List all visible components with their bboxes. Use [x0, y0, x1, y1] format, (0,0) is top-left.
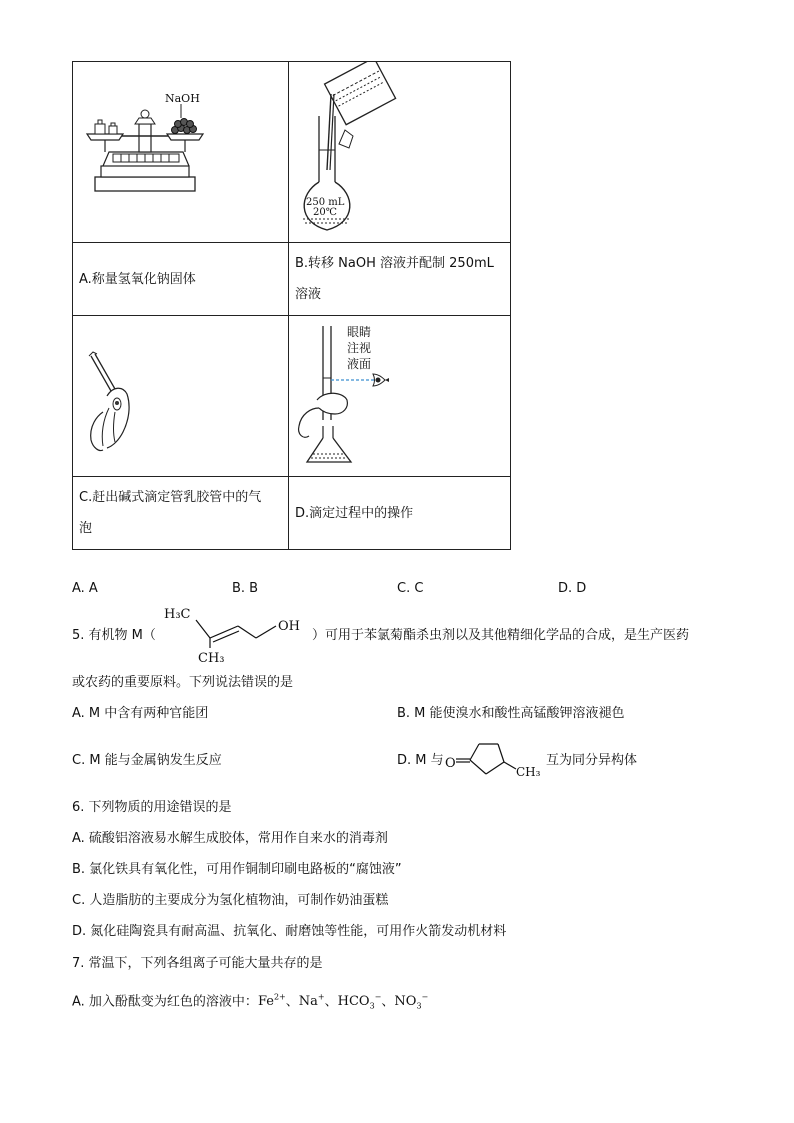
q5-option-c[interactable]: C. M 能与金属钠发生反应: [72, 753, 222, 768]
cell-b-caption-line1: B.转移 NaOH 溶液并配制 250mL: [295, 256, 494, 271]
cell-d-image: [289, 316, 511, 477]
ion-separator: 、: [381, 994, 395, 1010]
titration-illustration: [289, 316, 510, 472]
q6-option-a[interactable]: A. 硫酸铝溶液易水解生成胶体，常用作自来水的消毒剂: [72, 831, 388, 846]
flask-temp-label: 20℃: [313, 207, 337, 218]
struct-h3c: H₃C: [164, 607, 191, 622]
cell-a-image: [73, 62, 289, 243]
struct-oh: OH: [278, 619, 300, 634]
q7-stem: 7. 常温下，下列各组离子可能大量共存的是: [72, 956, 323, 971]
ion-separator: 、: [285, 994, 299, 1010]
q4-option-a[interactable]: A. A: [72, 581, 98, 596]
eye-label-2: 注视: [347, 341, 372, 355]
cell-d-caption: D.滴定过程中的操作: [295, 505, 414, 521]
q5-option-d-prefix[interactable]: D. M 与: [397, 753, 444, 768]
cell-c-image: [73, 316, 289, 477]
cell-a-caption-cell: [73, 243, 289, 316]
q7-option-a-prefix: A. 加入酚酞变为红色的溶液中：: [72, 994, 258, 1010]
cell-c-caption-line1: C.赶出碱式滴定管乳胶管中的气: [79, 490, 262, 505]
cell-c-caption-line2: 泡: [79, 521, 93, 536]
q5-option-b[interactable]: B. M 能使溴水和酸性高锰酸钾溶液褪色: [397, 706, 625, 721]
ion-separator: 、: [324, 994, 338, 1010]
cell-a-caption: A.称量氢氧化钠固体: [79, 271, 196, 287]
cell-b-image: [289, 62, 511, 243]
cell-b-caption-cell: [289, 243, 511, 316]
cyclo-ch3: CH₃: [516, 765, 541, 778]
q5-stem-prefix: 5. 有机物 M（: [72, 628, 156, 643]
structure-m: [160, 602, 312, 668]
q6-stem: 6. 下列物质的用途错误的是: [72, 800, 232, 815]
q5-option-d-suffix[interactable]: 互为同分异构体: [546, 753, 638, 768]
ion-fe: $Fe^{2+}$: [257, 993, 286, 1010]
flask-volume-label: 250 mL: [306, 197, 345, 208]
q6-option-b[interactable]: B. 氯化铁具有氧化性，可用作铜制印刷电路板的“腐蚀液”: [72, 862, 402, 877]
eye-label-3: 液面: [347, 357, 372, 371]
cyclo-o: O: [445, 756, 456, 771]
struct-ch3: CH₃: [198, 651, 225, 666]
ion-na: Na+: [298, 993, 325, 1010]
burette-bubble-illustration: [73, 316, 288, 472]
q4-option-b[interactable]: B. B: [232, 581, 259, 596]
q7-option-a[interactable]: [72, 989, 428, 1016]
naoh-label: NaOH: [165, 92, 200, 105]
q4-option-c[interactable]: C. C: [397, 581, 424, 596]
q6-option-d[interactable]: D. 氮化硅陶瓷具有耐高温、抗氧化、耐磨蚀等性能，可用作火箭发动机材料: [72, 924, 507, 939]
structure-cyclopentanone: [442, 736, 546, 778]
cell-b-caption-line2: 溶液: [295, 287, 322, 302]
q5-stem-suffix: ）可用于苯氯菊酯杀虫剂以及其他精细化学品的合成，是生产医药: [312, 628, 690, 643]
cell-d-caption-cell: [289, 477, 511, 550]
balance-illustration: [73, 62, 288, 238]
cell-c-caption-cell: [73, 477, 289, 550]
ion-hco3: $HCO_3^-$: [337, 993, 382, 1011]
q5-option-a[interactable]: A. M 中含有两种官能团: [72, 706, 209, 721]
experiment-table: [72, 61, 511, 550]
q6-option-c[interactable]: C. 人造脂肪的主要成分为氢化植物油，可制作奶油蛋糕: [72, 893, 389, 908]
q5-stem-line2: 或农药的重要原料。下列说法错误的是: [72, 675, 294, 690]
volumetric-flask-illustration: [289, 62, 510, 238]
q4-option-d[interactable]: D. D: [558, 581, 587, 596]
ion-no3: $NO_3^-$: [394, 993, 429, 1011]
eye-label-1: 眼睛: [347, 325, 372, 339]
